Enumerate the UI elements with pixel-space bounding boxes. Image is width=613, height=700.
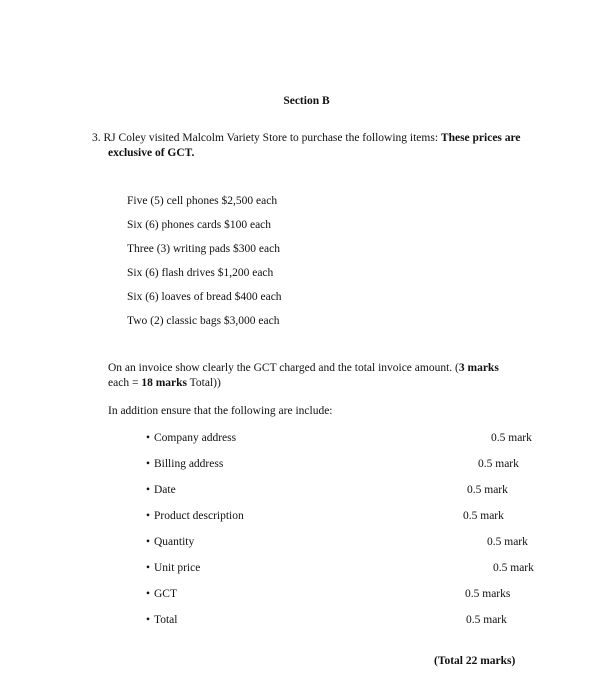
requirement-marks: 0.5 mark — [467, 484, 508, 496]
section-title: Section B — [283, 95, 330, 107]
question-line-2: exclusive of GCT. — [108, 147, 195, 159]
bullet-icon: • — [146, 614, 151, 626]
bullet-icon: • — [146, 588, 151, 600]
requirement-marks: 0.5 mark — [466, 614, 507, 626]
requirement-marks: 0.5 mark — [493, 562, 534, 574]
addition-text: In addition ensure that the following are include: — [108, 405, 333, 417]
question-line-1 — [92, 132, 521, 144]
requirement-row — [0, 536, 613, 552]
requirement-marks: 0.5 marks — [465, 588, 511, 600]
bullet-icon: • — [146, 484, 151, 496]
requirement-row — [0, 484, 613, 500]
instruction-line-1 — [108, 362, 499, 374]
requirement-marks: 0.5 mark — [487, 536, 528, 548]
item-line: Six (6) loaves of bread $400 each — [127, 291, 282, 303]
bullet-icon: • — [146, 536, 151, 548]
requirement-label: Total — [154, 614, 178, 626]
requirement-row — [0, 562, 613, 578]
instruction-text: Total)) — [187, 377, 221, 389]
requirement-row — [0, 510, 613, 526]
requirement-marks: 0.5 mark — [491, 432, 532, 444]
requirement-marks: 0.5 mark — [478, 458, 519, 470]
bullet-icon: • — [146, 458, 151, 470]
instruction-text: On an invoice show clearly the GCT charged and the total invoice amount. ( — [108, 362, 459, 374]
bullet-icon: • — [146, 562, 151, 574]
bullet-icon: • — [146, 510, 151, 522]
requirement-marks: 0.5 mark — [463, 510, 504, 522]
instruction-emphasis: 3 marks — [458, 362, 499, 374]
requirement-label: GCT — [154, 588, 177, 600]
instruction-text: each = — [108, 377, 142, 389]
requirement-row — [0, 614, 613, 630]
item-line: Six (6) phones cards $100 each — [127, 219, 272, 231]
requirement-label: Company address — [154, 432, 237, 444]
item-line: Two (2) classic bags $3,000 each — [127, 315, 280, 327]
requirement-label: Quantity — [154, 536, 195, 548]
requirement-label: Billing address — [154, 458, 224, 470]
total-marks: (Total 22 marks) — [434, 655, 516, 667]
question-emphasis: These prices are — [440, 132, 521, 144]
requirement-label: Product description — [154, 510, 244, 522]
question-text: 3. RJ Coley visited Malcolm Variety Store to purchase the following items: — [92, 132, 439, 144]
bullet-icon: • — [146, 432, 151, 444]
item-line: Five (5) cell phones $2,500 each — [127, 195, 278, 207]
requirement-row — [0, 588, 613, 604]
requirement-label: Unit price — [154, 562, 201, 574]
instruction-line-2 — [108, 377, 221, 389]
requirement-label: Date — [154, 484, 176, 496]
item-line: Three (3) writing pads $300 each — [127, 243, 280, 255]
instruction-emphasis: 18 marks — [141, 377, 187, 389]
requirement-row — [0, 432, 613, 448]
requirement-row — [0, 458, 613, 474]
item-line: Six (6) flash drives $1,200 each — [127, 267, 274, 279]
